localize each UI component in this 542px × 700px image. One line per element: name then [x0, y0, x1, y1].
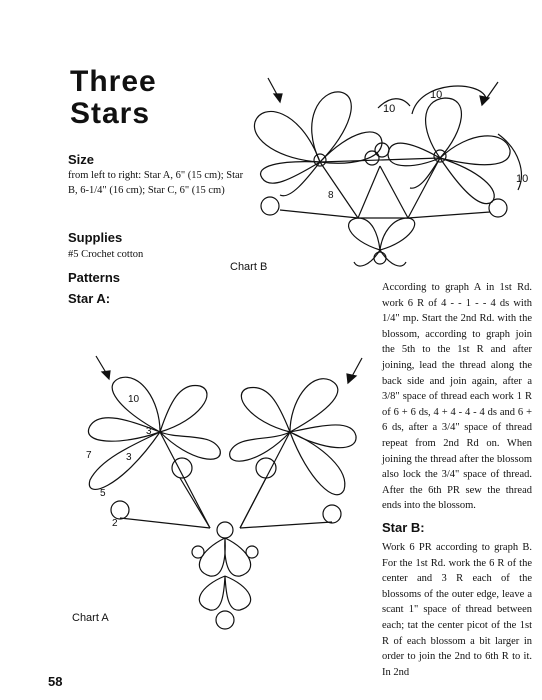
center-body [120, 432, 332, 629]
title-line-2: Stars [70, 97, 151, 130]
size-text: from left to right: Star A, 6" (15 cm); Star B, 6-1/4" (16 cm); Star C, 6" (15 cm) [68, 170, 244, 196]
chart-a-diagram [60, 350, 380, 650]
instructions-para-2: Work 6 PR according to graph B. For the 1st Rd. work the 6 R of the center and 3 R each of the blossoms of the outer edge, leave a scant 1" space of thread between each; tat the center picot of the 1st R of each blossom a bit larger in order to join the 2nd to 6th R to it. In 2nd [382, 542, 532, 678]
chart-a-number: 10 [128, 394, 140, 405]
chart-b-number: 10 [383, 103, 396, 115]
bottom-blossom [349, 218, 415, 266]
patterns-heading: Patterns [68, 270, 121, 285]
chart-a-number: 2 [112, 518, 118, 529]
arrow-icon [347, 358, 362, 383]
arrow-icon [96, 356, 110, 379]
supplies-text: #5 Crochet cotton [68, 249, 144, 260]
chart-b-diagram [240, 70, 540, 280]
chart-a-label: Chart A [72, 612, 109, 624]
size-heading: Size [68, 152, 95, 167]
star-a-heading: Star A: [68, 291, 111, 306]
chart-a-number: 3 [146, 426, 152, 437]
right-blossom [375, 98, 510, 217]
chart-b-number: 10 [430, 89, 443, 101]
right-wing [230, 379, 356, 523]
arrow-icon [268, 78, 282, 102]
chart-b-label: Chart B [230, 261, 268, 273]
left-wing [88, 377, 220, 519]
chart-b-number: 10 [516, 173, 529, 185]
outer-arc [412, 86, 486, 114]
page-title [70, 66, 157, 130]
star-b-heading: Star B: [382, 520, 425, 535]
left-blossom [254, 92, 382, 215]
instructions-para-1: According to graph A in 1st Rd. work 6 R of 4 - - 1 - - 4 ds with 1/4" mp. Start the 2nd Rd. with the blossom, according to graph join the 5th to the 1st R and after joining, lead the thread along the back side and join again, after a 3/8" space of thread each work 1 R of 6 + 6 ds, 4 + 4 - 4 - 4 ds and 6 + 6 ds, after a 3/4" space of thread repeat from 2nd Rd on. When joining the thread after the blossom also lock the 3/4" space of thread. After the 6th PR sew the thread ends into the blossom. [382, 282, 532, 512]
chart-b-number: 8 [328, 190, 334, 201]
chart-a-number: 7 [86, 450, 92, 461]
supplies-heading: Supplies [68, 230, 123, 245]
chart-a-number: 3 [126, 452, 132, 463]
chart-a-number: 5 [100, 488, 106, 499]
title-line-1: Three [70, 65, 157, 98]
page-number: 58 [48, 674, 63, 689]
